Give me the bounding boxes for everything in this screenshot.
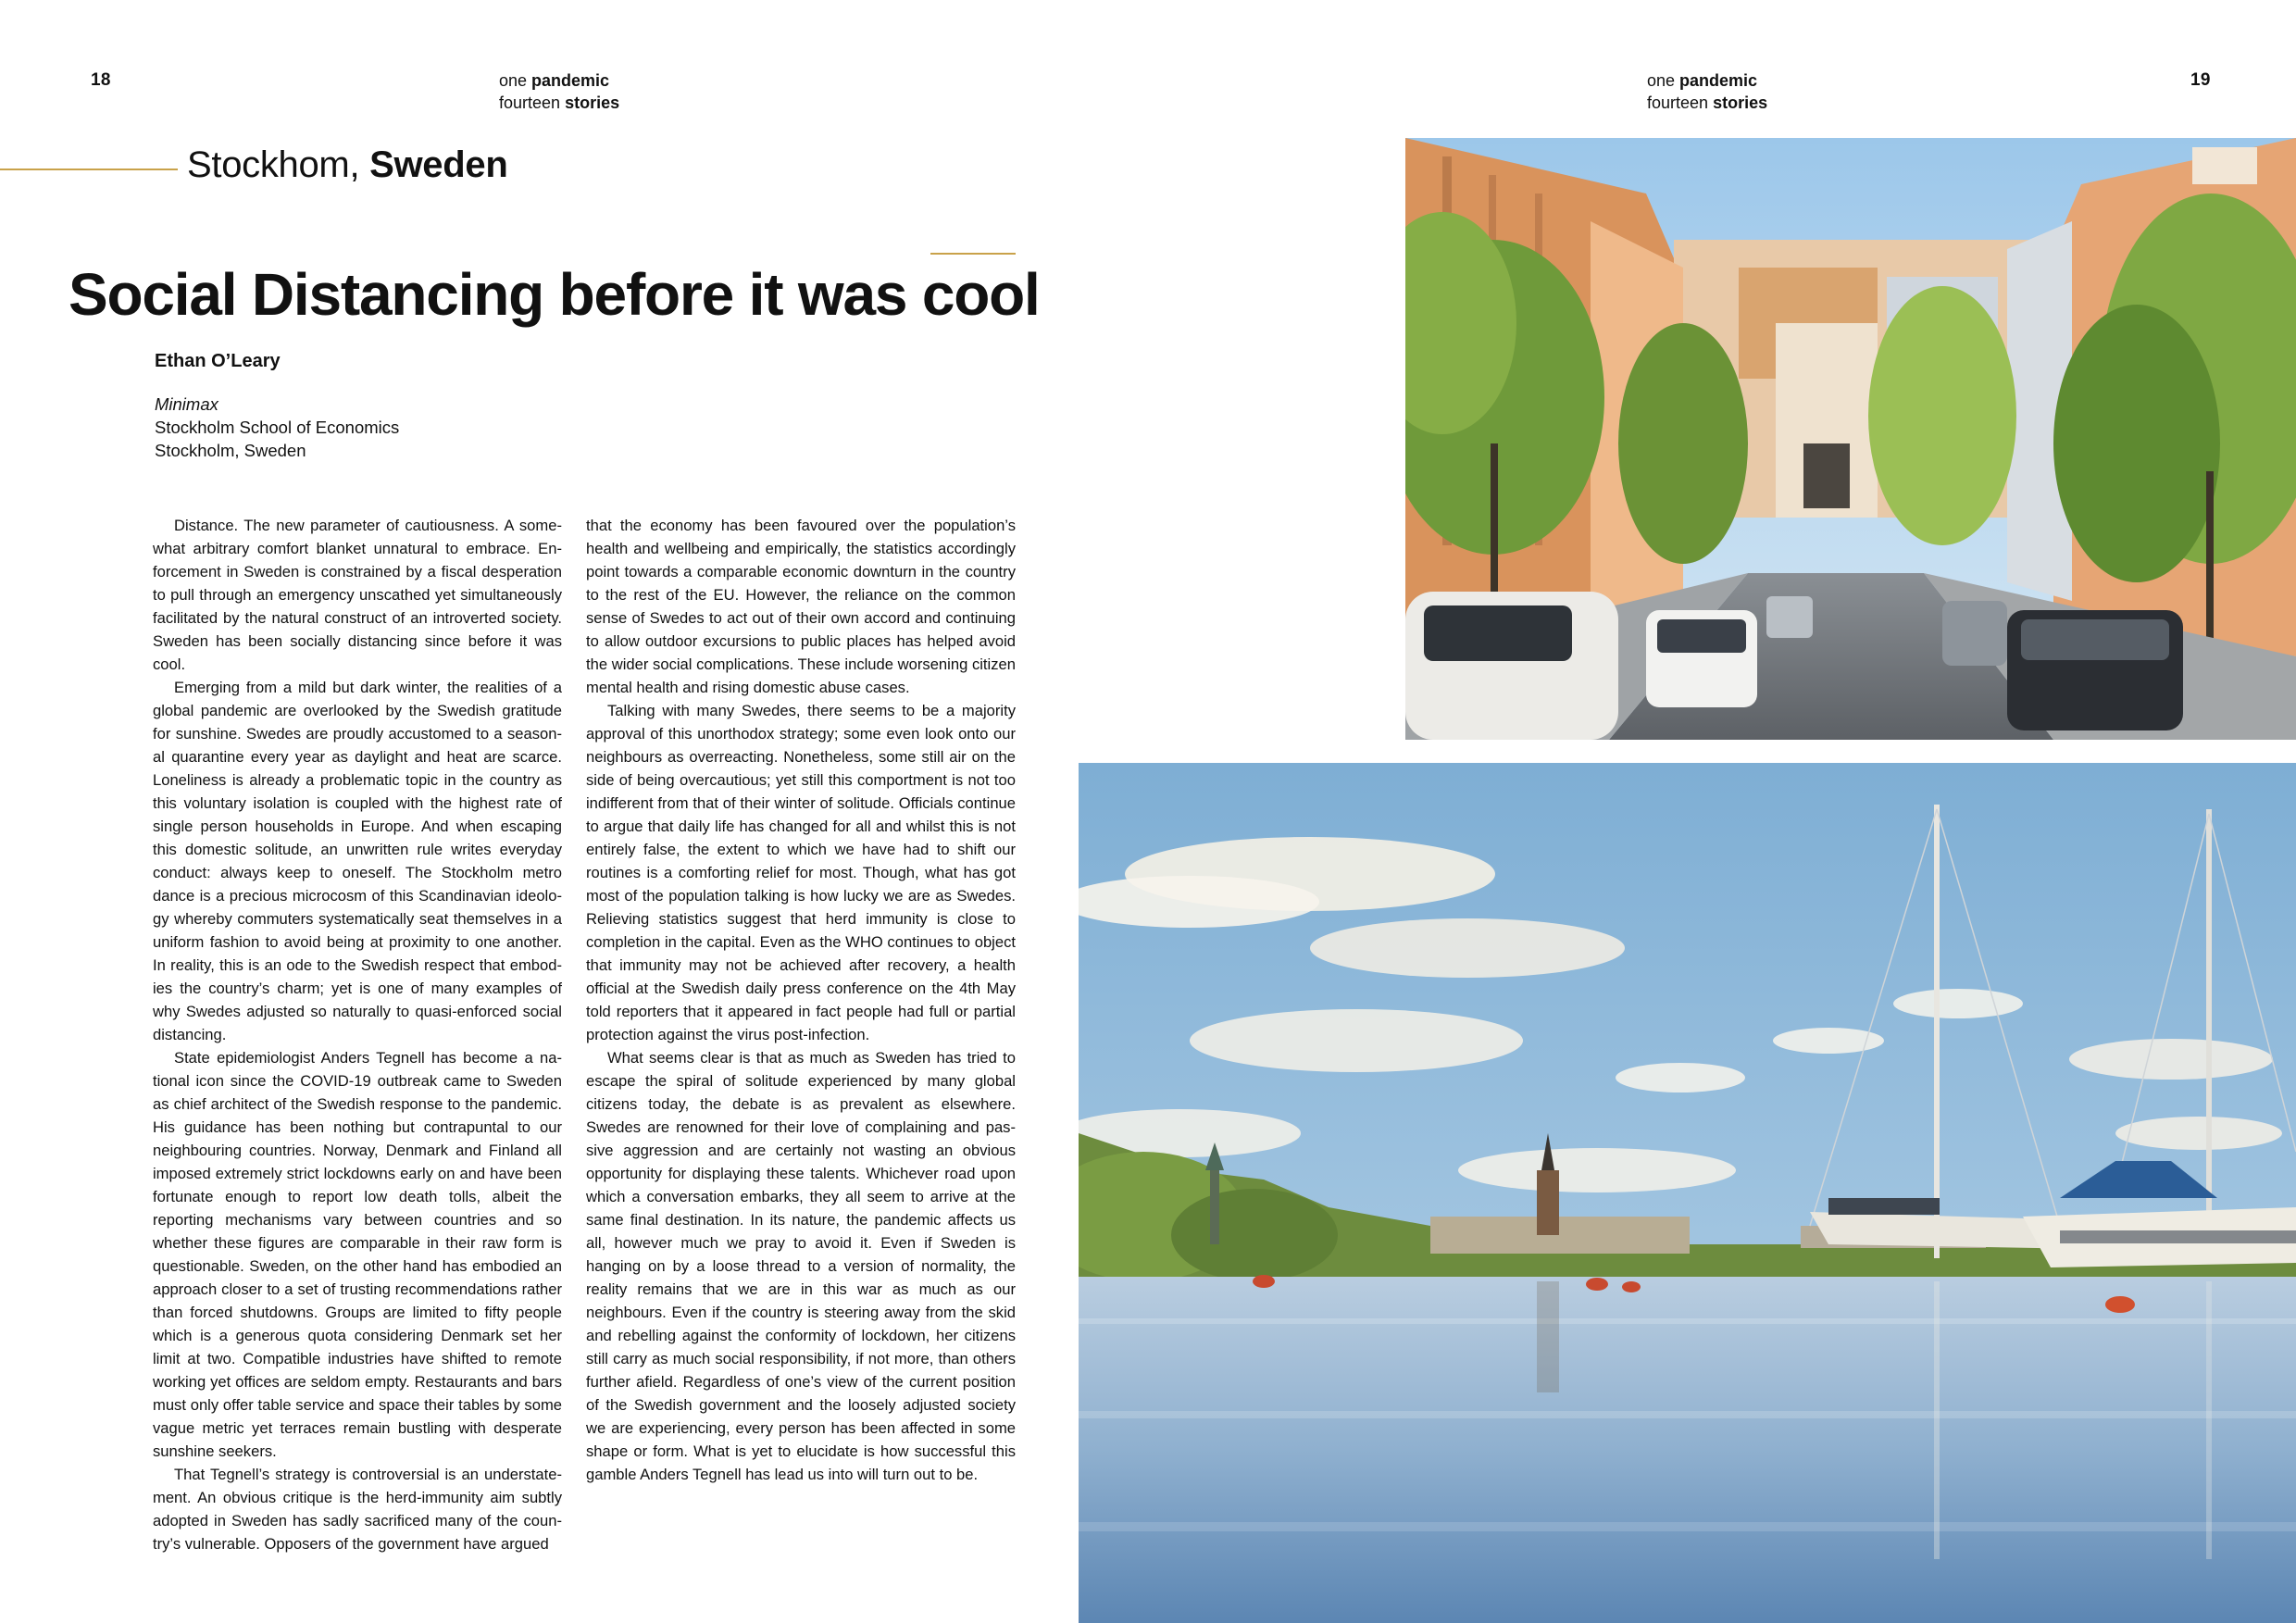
paragraph: Talking with many Swedes, there seems to be a majority approval of this unorthodox strategy; some even look onto our neighbours as overreacting. Nonetheless, some still air on the side of being overcautious; yet still this comportment is not too indifferent from that of their winter of solitude. Officials continue to argue that daily life has changed for all and whilst this is not entirely false, the extent to which we have had to shift our routines is a comforting relief for most. Though, what has got most of the population talking is how lucky we are as Swedes. Relieving statistics suggest that herd immunity is close to completion in the capital. Even as the WHO continues to object that immunity may not be achieved after recovery, a health official at the Swedish daily press conference on the 4th May told reporters that it appeared in fact people had full or partial protection against the virus post-infection.	[586, 702, 1016, 1043]
paragraph: That Tegnell’s strategy is controversial is an understatement. An obvious critique is the herd-immunity aim subtly adopted in Sweden has sadly sacrificed many of the country’s vulnerable. Opposers of the government have argued	[153, 1466, 562, 1553]
country-name: Sweden	[369, 144, 508, 185]
paragraph: Emerging from a mild but dark winter, the realities of a global pandemic are overlooked by the Swedish gratitude for sunshine. Swedes are proudly accustomed to a seasonal quarantine every year as daylight and heat are scarce. Loneliness is already a problematic topic in the country as this voluntary isolation is coupled with the highest rate of single person households in Europe. And when escaping this domestic solitude, an unwritten rule writes everyday conduct: always keep to oneself. The Stockholm metro dance is a precious microcosm of this Scandinavian ideology whereby commuters systematically seat themselves in a uniform fashion to avoid being at proximity to one another. In reality, this is an ode to the Swedish respect that embodies the country’s charm; yet is one of many examples of why Swedes adjusted so naturally to quasi-enforced social distancing.	[153, 679, 562, 1043]
affiliation-group: Minimax	[155, 394, 218, 414]
affiliation-place: Stockholm, Sweden	[155, 441, 306, 460]
running-head-word: fourteen	[499, 94, 566, 112]
paragraph: State epidemiologist Anders Tegnell has become a national icon since the COVID-19 outbreak came to Sweden as chief architect of the Swedish response to the pandemic. His guidance has been nothing but contrapuntal to our neighbouring countries. Norway, Denmark and Finland all imposed extremely strict lockdowns early on and have been fortunate enough to report low death tolls, albeit the reporting mechanisms vary between countries and so whether these figures are comparable in their raw form is questionable. Sweden, on the other hand has embodied an approach closer to a set of trusting recommendations rather than forced shutdowns. Groups are limited to fifty people which is a generous quota considering Denmark set her limit at two. Compatible industries have shifted to remote working yet offices are seldom empty. Restaurants and bars must only offer table service and space their tables by some vague metric yet terraces remain bustling with desperate sunshine seekers.	[153, 1049, 562, 1460]
gold-rule-location	[0, 169, 178, 170]
running-head-bold: pandemic	[531, 71, 610, 90]
body-column-2	[586, 514, 1016, 1486]
gold-rule-title	[930, 253, 1016, 255]
running-head-word: one	[1647, 71, 1680, 90]
paragraph: What seems clear is that as much as Sweden has tried to escape the spiral of solitude experienced by many global citizens today, the debate is as prevalent as elsewhere. Swedes are renowned for their love of complaining and passive aggression and are certainly not wasting an obvious opportunity for displaying these talents. Whichever road upon which a conversation embarks, they all seem to arrive at the same final destination. In its nature, the pandemic affects us all, however much we pray to avoid it. Even if Sweden is hanging on by a loose thread to a version of normality, the reality remains that we are in this war as much as our neighbours. Even if the country is steering away from the skid and rebelling against the conformity of lockdown, her citizens still carry as much social responsibility, if not more, than others further afield. Regardless of one’s view of the current position of the Swedish government and the loosely adjusted society we are experiencing, every person has been affected in some shape or form. What is yet to elucidate is how successful this gamble Anders Tegnell has lead us into will turn out to be.	[586, 1049, 1016, 1483]
city-name: Stockhom,	[187, 144, 360, 185]
running-head-word: fourteen	[1647, 94, 1714, 112]
body-column-1	[153, 514, 562, 1555]
page-number-right: 19	[2190, 70, 2211, 90]
photo-stockholm-street	[1405, 138, 2296, 740]
paragraph: Distance. The new parameter of cautiousness. A somewhat arbitrary comfort blanket unnatural to embrace. Enforcement in Sweden is constrained by a fiscal desperation to pull through an emergency unscathed yet simultaneously facilitated by the natural construct of an introverted society. Sweden has been socially distancing since before it was cool.	[153, 517, 562, 673]
photo-stockholm-harbour	[1079, 763, 2296, 1623]
running-head-bold: pandemic	[1679, 71, 1758, 90]
author-affiliation	[155, 393, 399, 462]
running-head-right	[1647, 69, 1767, 114]
running-head-bold: stories	[565, 94, 620, 112]
running-head-word: one	[499, 71, 532, 90]
paragraph: that the economy has been favoured over the population’s health and wellbeing and empirically, the statistics accordingly point towards a comparable economic downturn in the country to the rest of the EU. However, the reliance on the common sense of Swedes to act out of their own accord and continuing to allow outdoor excursions to public places has helped avoid the wider social complications. These include worsening citizen mental health and rising domestic abuse cases.	[586, 517, 1016, 696]
running-head-bold: stories	[1713, 94, 1768, 112]
location-heading	[187, 141, 507, 189]
page-number-left: 18	[91, 70, 111, 90]
author-name: Ethan O’Leary	[155, 351, 281, 371]
affiliation-school: Stockholm School of Economics	[155, 418, 400, 437]
article-title: Social Distancing before it was cool	[69, 261, 1040, 328]
running-head-left	[499, 69, 619, 114]
